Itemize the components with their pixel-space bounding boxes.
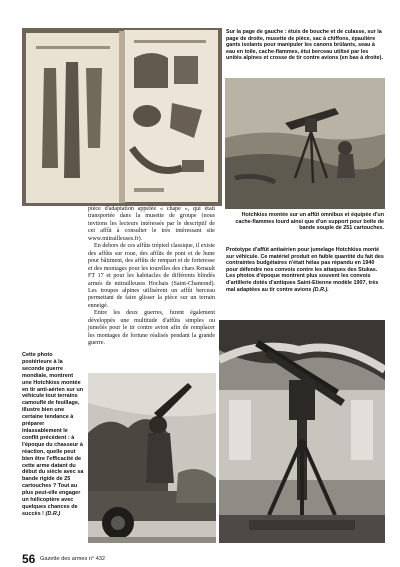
caption-post-war-text: Cette photo postérieure à la seconde guerre mondiale, montrent une Hotchkiss montée en tir anti-aérien sur un véhicule tout terrains camouflé de feuillage, illustre bien une certaine tendance à préparer inlassablement le conflit précédent : à l'époque du chasseur à réaction, quelle peut bien être l'efficacité de cette arme datant du début du siècle avec sa bande rigide de 25 cartouches ? Tout au plus peut-elle engager un hélicoptère avec quelques chances de succès ! — [22, 352, 84, 517]
photo-manual-pages — [22, 28, 222, 206]
caption-hotchkiss: Hotchkiss montée sur un affût omnibus et équipée d'un cache-flammes lourd ainsi que d'un support pour boîte de bande souple de 251 cartouches. — [235, 212, 384, 232]
photo-aa-twin-mount — [219, 320, 385, 543]
caption-prototype-text: Prototype d'affût antiaérien pour jumelage Hotchkiss monté sur véhicule. Ce matériel produit en faible quantité du fait des contraintes budgétaires n'était hélas pas répandu en 1940 pour défendre nos convois contre les attaques des Stukas. Les photos d'époque montrent plus souvent les convois d'artillerie dotés d'antiques Saint-Etienne modèle 1907, très mal adaptées au tir contre avions — [226, 247, 384, 293]
article-body — [88, 206, 215, 348]
body-paragraph: pièce d'adaptation appelée « chape », qui était transportée dans la musette de groupe (nous invitons les lecteurs intéressés par le descriptif de cet affût à consulter le très intéressant site www.mitrailleuses.fr). — [88, 206, 215, 242]
caption-post-war-credit: (D.R.) — [45, 510, 61, 517]
photo-hotchkiss-field — [225, 78, 385, 209]
caption-post-war — [22, 352, 84, 518]
caption-prototype-credit: (D.R.). — [312, 286, 329, 293]
caption-manual: Sur la page de gauche : étuis de bouche et de culasse, sur la page de droite, musette de pièce, sac à chiffons, épaulière gants isolants pour manipuler les canons brûlants, seau à eau en toile, cache-flammes, étui berceau utilisé par les unités alpines et crosse de tir contre avions (en bas à droite). — [226, 29, 383, 62]
body-paragraph: En dehors de ces affûts trépied classique, il existe des affûts sur roue, des affûts de pont et de hune pour bâtiment, des affûts de rempart et de forteresse et des montages pour les tourelles des chars Renault FT 17 et pour les habitacles de différents blindés armés de mitrailleuses Hochais (Saint-Chamond). Les troupes alpines utilisèrent un affût berceau permettant de faire glisser la pièce sur un terrain enneigé. — [88, 243, 215, 309]
photo-post-war-vehicle — [88, 373, 216, 543]
caption-prototype — [226, 247, 384, 293]
page-number: 56 — [22, 552, 36, 566]
body-paragraph: Entre les deux guerres, furent également développés une multitude d'affûts simples ou jumelés pour le tir contre avion afin de remplacer les montages de fortune réalisés pendant la grande guerre. — [88, 310, 215, 347]
journal-title: Gazette des armes n° 432 — [40, 556, 106, 562]
